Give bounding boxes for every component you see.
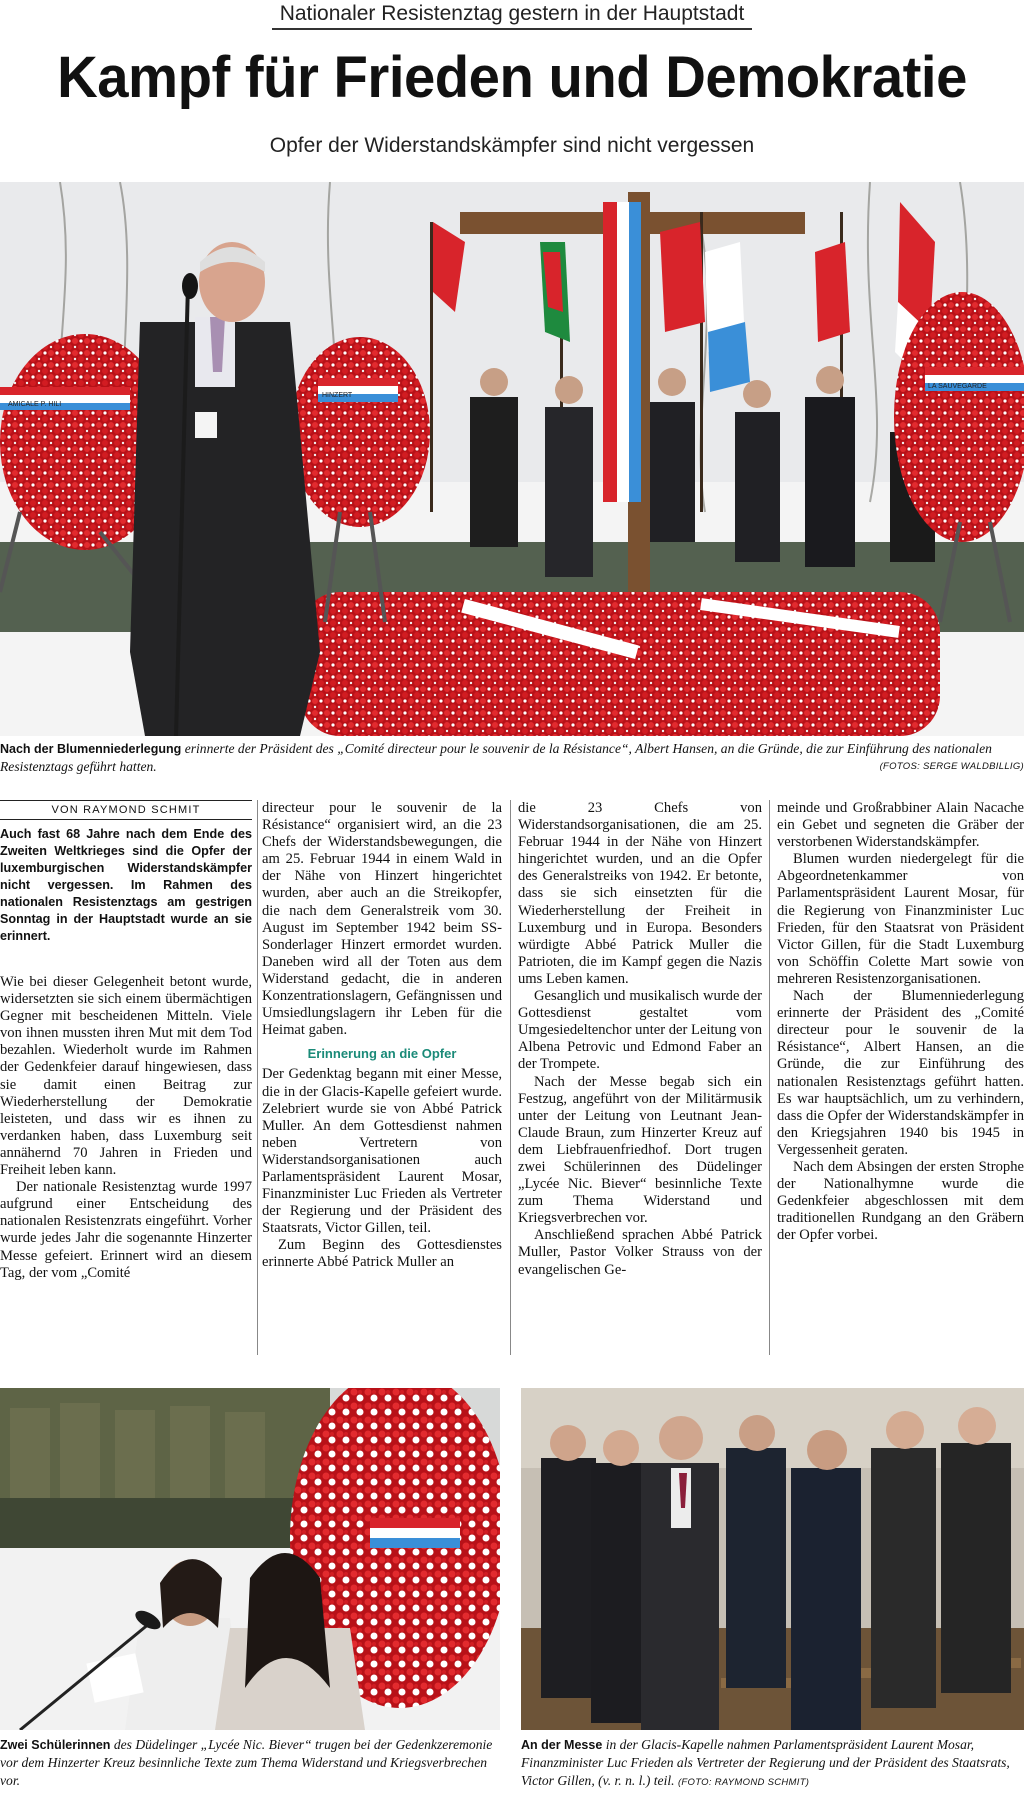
paragraph: Der nationale Resistenztag wurde 1997 aufgrund einer Entscheidung des nationalen Resistenzrats eingeführt. Vorher wurde jedes Jahr die sogenannte Hinzerter Messe gefeiert. Erinnert wird an diesem Tag, der vom „Comité <box>0 1179 252 1281</box>
flower-field <box>300 592 940 736</box>
main-photo-caption <box>0 740 1024 776</box>
article-subheadline: Opfer der Widerstandskämpfer sind nicht vergessen <box>269 134 755 157</box>
bottom-left-photo <box>0 1388 500 1730</box>
body-column-1 <box>0 974 252 1282</box>
kicker-text: Nationaler Resistenztag gestern in der Hauptstadt <box>272 2 753 30</box>
wreath-center <box>290 337 430 527</box>
right-caption-text: in der Glacis-Kapelle nahmen Parlamentspräsident Laurent Mosar, Finanzminister Luc Frieden als Vertreter der Regierung und der Präsident des Staatsrats, Victor Gillen, (v. r. n. l.) teil. <box>521 1737 1010 1788</box>
article-lead: Auch fast 68 Jahre nach dem Ende des Zweiten Weltkrieges sind die Opfer der luxemburgischen Widerstandskämpfer nicht vergessen. Im Rahmen des nationalen Resistenztags am gestrigen Sonntag in der Hauptstadt wurde an sie erinnert. <box>0 827 252 943</box>
students-scene <box>0 1388 500 1730</box>
article-kicker <box>0 2 1024 30</box>
paragraph: directeur pour le souvenir de la Résistance“ organisiert wird, an die 23 Chefs der Widerstandsbewegungen, die am 25. Februar 1944 in einem Wald in der Nähe von Hinzert hingerichtet wurden, aber auch an die Streikopfer, die nach dem Generalstreik vom 30. August im September 1942 beim SS-Sonderlager Hinzert ermordet wurden. Daneben wird all der Toten aus dem Widerstand gedacht, die in anderen Konzentrationslagern, Gefängnissen und Umsiedlungslagern ihr Leben für die Heimat gaben. <box>262 800 502 1039</box>
bottom-right-photo <box>521 1388 1024 1730</box>
main-photo <box>0 182 1024 736</box>
body-column-4 <box>777 800 1024 1244</box>
paragraph: Zum Beginn des Gottesdienstes erinnerte Abbé Patrick Muller an <box>262 1237 502 1271</box>
paragraph: Anschließend sprachen Abbé Patrick Muller, Pastor Volker Strauss von der evangelischen Ge- <box>518 1227 762 1278</box>
bottom-left-caption <box>0 1736 500 1790</box>
right-photo-credit: (FOTO: RAYMOND SCHMIT) <box>677 1777 810 1788</box>
body-column-2 <box>262 800 502 1272</box>
column-rule <box>257 800 258 1355</box>
byline: VON RAYMOND SCHMIT <box>0 800 252 820</box>
wreath-ribbon-text: LA SAUVEGARDE <box>928 383 987 390</box>
chapel-scene <box>521 1388 1024 1730</box>
paragraph: Nach der Blumenniederlegung erinnerte der Präsident des „Comité directeur pour le souvenir de la Résistance“, Albert Hansen, an die Gründe, die zur Einführung des nationalen Resistenztags geführt hatten. Es war hauptsächlich, um zu verhindern, dass die Opfer der Widerstandskämpfer in den Kriegsjahren 1940 bis 1945 in Vergessenheit geraten. <box>777 988 1024 1158</box>
right-caption-bold: An der Messe <box>521 1738 603 1752</box>
bottom-right-caption <box>521 1736 1024 1792</box>
paragraph: meinde und Großrabbiner Alain Nacache ein Gebet und segneten die Gräber der verstorbenen Widerstandskämpfer. <box>777 800 1024 851</box>
main-caption-bold: Nach der Blumenniederlegung <box>0 742 182 756</box>
wreath-ribbon-text: AMICALE P. HILI <box>8 401 62 408</box>
left-caption-text: des Düdelinger „Lycée Nic. Biever“ trugen bei der Gedenkzeremonie vor dem Hinzerter Kreuz besinnliche Texte zum Thema Widerstand und Kriegsverbrechen vor. <box>0 1737 493 1788</box>
paragraph: Wie bei dieser Gelegenheit betont wurde, widersetzten sie sich einem übermächtigen Gegner mit bescheidenen Mitteln. Viele von ihnen mussten ihren Mut mit dem Tod bezahlen. Wiederholt wurde im Rahmen der Gedenkfeier darauf hingewiesen, dass sie damit einen Beitrag zur Wiederherstellung der Demokratie leisteten, und dass wir es ihnen zu verdanken haben, dass Luxemburg seit annähernd 70 Jahren in Frieden und Freiheit leben kann. <box>0 974 252 1179</box>
left-caption-bold: Zwei Schülerinnen <box>0 1738 111 1752</box>
paragraph: Nach der Messe begab sich ein Festzug, angeführt von der Militärmusik unter der Leitung von Leutnant Jean-Claude Braun, zum Hinzerter Kreuz auf dem Liebfrauenfriedhof. Dort trugen zwei Schülerinnen des Düdelinger „Lycée Nic. Biever“ besinnliche Texte zum Thema Widerstand und Kriegsverbrechen vor. <box>518 1073 762 1227</box>
column-rule <box>769 800 770 1355</box>
paragraph: die 23 Chefs von Widerstandsorganisationen, die am 25. Februar 1944 in der Nähe von Hinzert hingerichtet wurden, und an die Opfer des Generalstreiks von 1942. Er betonte, dass sie sich einsetzten für die Wiederherstellung der Freiheit in Luxemburg und in Europa. Besonders würdigte Abbé Patrick Muller die Patrioten, die im Kampf gegen die Nazis ums Leben kamen. <box>518 800 762 987</box>
wreath-right <box>894 292 1024 542</box>
main-photo-scene <box>0 182 1024 736</box>
main-caption-text: erinnerte der Präsident des „Comité directeur pour le souvenir de la Résistance“, Albert Hansen, an die Gründe, die zur Einführung des nationalen Resistenztags geführt hatten. <box>0 741 992 774</box>
column-rule <box>510 800 511 1355</box>
paragraph: Blumen wurden niedergelegt für die Abgeordnetenkammer von Parlamentspräsident Laurent Mosar, für die Regierung von Finanzminister Luc Frieden, für den Staatsrat von Präsident Victor Gillen, für die Stadt Luxemburg von Schöffin Colette Mart sowie von mehreren Resistenzorganisationen. <box>777 851 1024 987</box>
paragraph: Nach dem Absingen der ersten Strophe der Nationalhymne wurde die Gedenkfeier abgeschlossen mit dem traditionellen Rundgang an den Gräbern der Opfer vorbei. <box>777 1158 1024 1244</box>
paragraph: Der Gedenktag begann mit einer Messe, die in der Glacis-Kapelle gefeiert wurde. Zelebriert wurde sie von Abbé Patrick Muller. An dem Gottesdienst nahmen neben Vertretern von Widerstandsorganisationen auch Parlamentspräsident Laurent Mosar, Finanzminister Luc Frieden als Vertreter der Regierung und der Präsident des Staatsrats, Victor Gillen, teil. <box>262 1066 502 1237</box>
paragraph: Gesanglich und musikalisch wurde der Gottesdienst gestaltet vom Umgesiedeltenchor unter der Leitung von Albena Petrovic und Edmond Faber an der Trompete. <box>518 988 762 1073</box>
article-headline: Kampf für Frieden und Demokratie <box>57 45 967 110</box>
main-photo-credit: (FOTOS: SERGE WALDBILLIG) <box>879 761 1024 772</box>
subheading: Erinnerung an die Opfer <box>307 1046 457 1062</box>
wreath-ribbon-text: HINZERT <box>322 392 353 399</box>
body-column-3 <box>518 800 762 1279</box>
